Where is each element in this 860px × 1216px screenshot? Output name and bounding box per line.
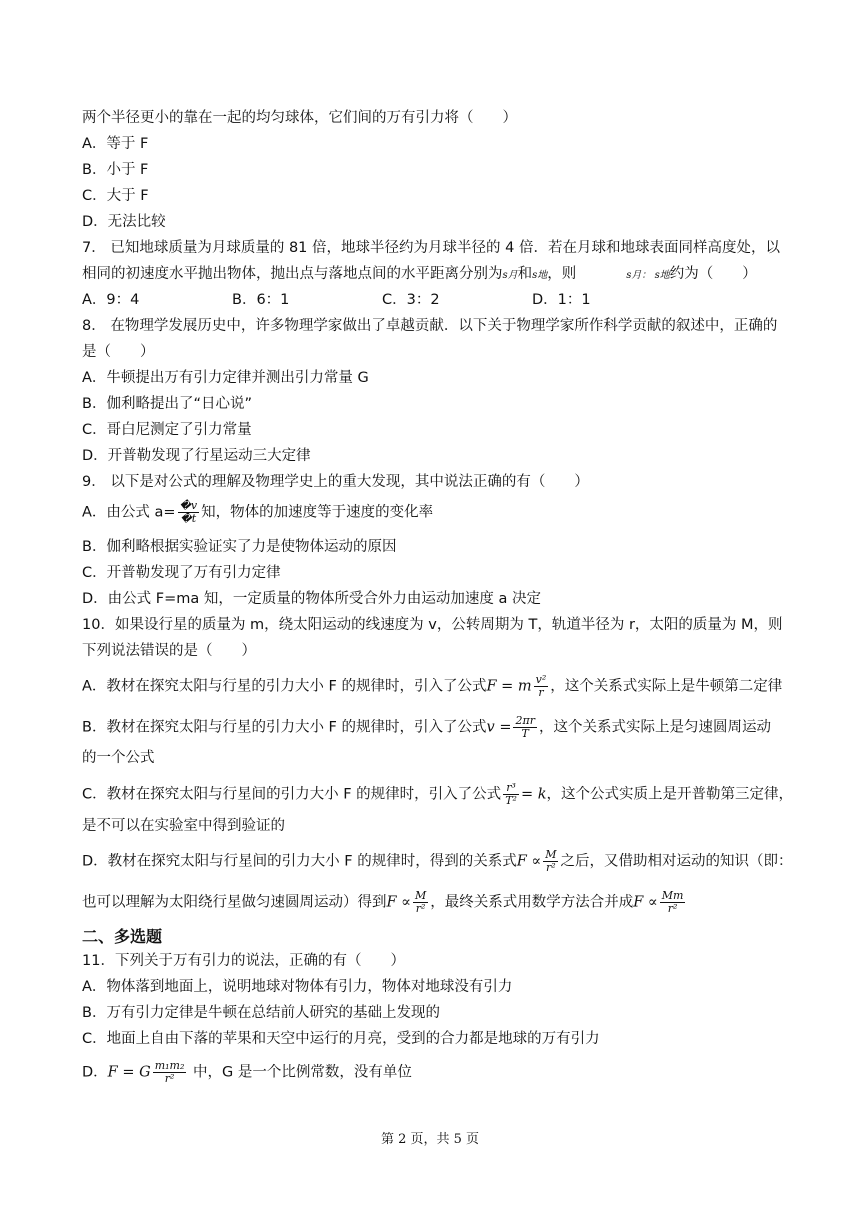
question-11-stem: 11．下列关于万有引力的说法，正确的有（ ） [82, 953, 405, 969]
question-7-stem: 7． 已知地球质量为月球质量的 81 倍，地球半径约为月球半径的 4 倍．若在月球和地球表面同样高度处，以 [82, 240, 780, 256]
q8-option-d: D．开普勒发现了行星运动三大定律 [82, 448, 311, 464]
q10-option-c [82, 782, 793, 807]
q10b-denominator: T [521, 727, 529, 740]
question-10-stem-line2: 下列说法错误的是（ ） [82, 643, 256, 659]
q7-text-d: 约为（ ） [669, 266, 757, 282]
q7-option-a: A．9：4 [82, 292, 140, 308]
section-heading-multiple-choice: 二、多选题 [82, 927, 163, 946]
q10-option-b-line2: 的一个公式 [82, 750, 155, 766]
q10d2-denominator-2: r² [667, 902, 678, 915]
q10a-fraction [534, 674, 549, 699]
q9-option-a [82, 500, 433, 525]
q10-option-b [82, 715, 771, 740]
q7-text-c: ，则 [547, 266, 577, 282]
q7-s-earth: s地 [532, 270, 548, 281]
q10a-text-post: ，这个关系式实际上是牛顿第二定律 [550, 678, 783, 695]
question-10-stem: 10．如果设行星的质量为 m，绕太阳运动的线速度为 v，公转周期为 T，轨道半径为 r，太阳的质量为 M，则 [82, 617, 783, 633]
q10c-denominator: T² [505, 794, 517, 807]
q10b-text-pre: B．教材在探究太阳与行星的引力大小 F 的规律时，引入了公式 [82, 719, 487, 736]
q6-option-d: D．无法比较 [82, 214, 166, 230]
q9a-fraction [178, 500, 200, 525]
q10a-text-pre: A．教材在探究太阳与行星的引力大小 F 的规律时，引入了公式 [82, 678, 487, 695]
question-7-stem-line2 [82, 264, 757, 286]
q10b-numerator: 2πr [515, 714, 535, 727]
q10c-text-pre: C．教材在探究太阳与行星间的引力大小 F 的规律时，引入了公式 [82, 786, 502, 803]
page-footer: 第 2 页，共 5 页 [380, 1132, 480, 1147]
q9-option-b: B．伽利略根据实验证实了力是使物体运动的原因 [82, 539, 397, 555]
q10c-formula: = k [520, 786, 547, 803]
q10b-text-post: ，这个关系式实际上是匀速圆周运动 [538, 719, 771, 736]
q9a-numerator: �v [179, 499, 198, 512]
q10d-numerator: M [545, 848, 557, 861]
q6-option-b: B．小于 F [82, 162, 149, 178]
q9-option-c: C．开普勒发现了万有引力定律 [82, 565, 281, 581]
q10c-text-post: ，这个公式实质上是开普勒第三定律， [546, 786, 793, 803]
q7-option-d: D．1：1 [532, 292, 591, 308]
q7-text-b: 和 [517, 266, 533, 282]
q6-option-c: C．大于 F [82, 188, 149, 204]
q10d-denominator: r² [546, 861, 556, 874]
q6-option-a: A．等于 F [82, 136, 149, 152]
q11d-text-post: 中，G 是一个比例常数，没有单位 [188, 1064, 412, 1081]
question-6-stem-cont: 两个半径更小的靠在一起的均匀球体，它们间的万有引力将（ ） [82, 110, 517, 126]
q10d2-text-a: 也可以理解为太阳绕行星做匀速圆周运动）得到 [82, 894, 387, 911]
question-9-stem: 9． 以下是对公式的理解及物理学史上的重大发现，其中说法正确的有（ ） [82, 474, 589, 490]
q11-option-b: B．万有引力定律是牛顿在总结前人研究的基础上发现的 [82, 1005, 440, 1021]
q10d-text-post: 之后，又借助相对运动的知识（即： [560, 853, 793, 870]
q7-s-ratio: s月： s地 [626, 270, 670, 281]
q10d2-fraction-1 [413, 890, 428, 915]
q11d-denominator: r² [164, 1072, 175, 1085]
q10c-fraction [503, 782, 519, 807]
q10d2-numerator-1: M [414, 889, 427, 902]
q10a-numerator: v² [535, 673, 547, 686]
q11-option-d [82, 1060, 412, 1085]
q10-option-d [82, 849, 792, 874]
q9a-denominator: �t [180, 512, 197, 525]
q10-option-d-line2 [82, 890, 687, 915]
q7-s-moon: s月 [502, 270, 518, 281]
q10a-formula: F = m [486, 678, 532, 695]
q10-option-c-line2: 是不可以在实验室中得到验证的 [82, 818, 285, 834]
question-8-stem-line2: 是（ ） [82, 344, 155, 360]
question-8-stem: 8． 在物理学发展历史中，许多物理学家做出了卓越贡献．以下关于物理学家所作科学贡献的叙述中，正确的 [82, 318, 778, 334]
q11d-text-pre: D． [82, 1064, 108, 1081]
q10d2-numerator-2: Mm [661, 889, 684, 902]
q8-option-b: B．伽利略提出了“日心说” [82, 396, 252, 412]
q10b-formula: v = [486, 719, 512, 736]
q10a-denominator: r [538, 686, 544, 699]
q8-option-c: C．哥白尼测定了引力常量 [82, 422, 252, 438]
q10d2-fraction-2 [660, 890, 686, 915]
q10b-fraction [513, 715, 537, 740]
q9a-text-post: 知，物体的加速度等于速度的变化率 [201, 504, 434, 521]
q7-option-c: C．3：2 [382, 292, 440, 308]
q11-option-a: A．物体落到地面上，说明地球对物体有引力，物体对地球没有引力 [82, 979, 513, 995]
q11d-numerator: m₁m₂ [154, 1059, 185, 1072]
q9a-text-pre: A．由公式 a= [82, 504, 176, 521]
q11d-fraction [153, 1060, 187, 1085]
q11d-formula: F = G [107, 1064, 151, 1081]
q10-option-a [82, 674, 782, 699]
q10d-fraction [543, 849, 558, 874]
q11-option-c: C．地面上自由下落的苹果和天空中运行的月亮，受到的合力都是地球的万有引力 [82, 1031, 600, 1047]
q10d2-text-b: ，最终关系式用数学方法合并成 [430, 894, 634, 911]
q10d-text-pre: D．教材在探究太阳与行星间的引力大小 F 的规律时，得到的关系式 [82, 853, 517, 870]
q8-option-a: A．牛顿提出万有引力定律并测出引力常量 G [82, 370, 369, 386]
q7-text-a: 相同的初速度水平抛出物体，抛出点与落地点间的水平距离分别为 [82, 266, 503, 282]
q10d-formula: F ∝ [516, 853, 542, 870]
q9-option-d: D．由公式 F=ma 知，一定质量的物体所受合外力由运动加速度 a 决定 [82, 591, 541, 607]
q10c-numerator: r³ [503, 782, 519, 795]
q10d2-formula-1: F ∝ [386, 894, 411, 911]
q7-option-b: B．6：1 [232, 292, 290, 308]
q10d2-denominator-1: r² [415, 902, 426, 915]
q10d2-formula-2: F ∝ [633, 894, 658, 911]
